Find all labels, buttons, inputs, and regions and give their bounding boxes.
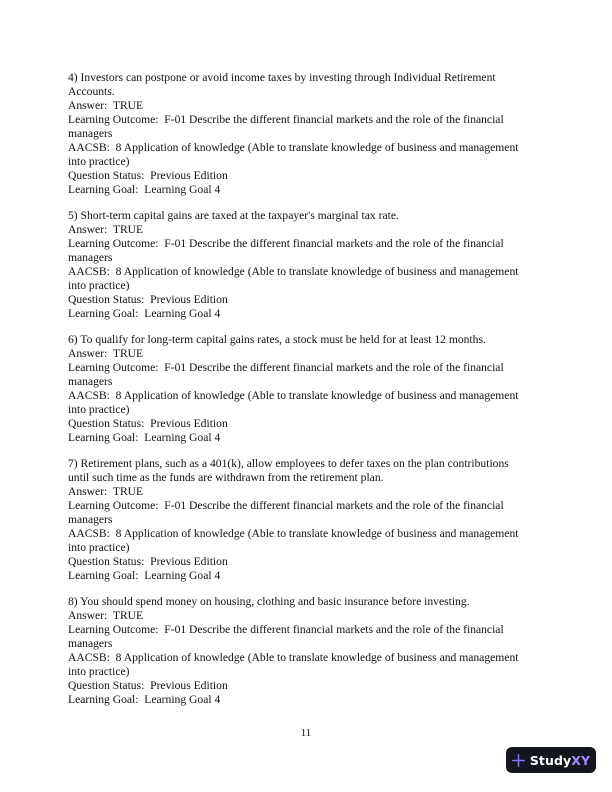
question-5-line: Learning Outcome: F-01 Describe the different financial markets and the role of the financial (68, 237, 504, 250)
question-7-line: into practice) (68, 541, 130, 554)
question-block-7 (68, 457, 552, 583)
question-7-line: Learning Outcome: F-01 Describe the different financial markets and the role of the financial (68, 499, 504, 512)
question-6-line: managers (68, 375, 113, 388)
question-8-line: Learning Goal: Learning Goal 4 (68, 693, 221, 706)
questions-container (68, 71, 552, 719)
question-block-6 (68, 333, 552, 445)
question-5-line: managers (68, 251, 113, 264)
question-6-line: Question Status: Previous Edition (68, 417, 228, 430)
question-7-line: until such time as the funds are withdrawn from the retirement plan. (68, 471, 384, 484)
question-8-line: Learning Outcome: F-01 Describe the different financial markets and the role of the financial (68, 623, 504, 636)
question-6-line: 6) To qualify for long-term capital gains rates, a stock must be held for at least 12 months. (68, 333, 486, 346)
question-block-5 (68, 209, 552, 321)
question-8-line: AACSB: 8 Application of knowledge (Able to translate knowledge of business and management (68, 651, 519, 664)
studyxy-logo[interactable] (506, 747, 596, 773)
question-5-line: 5) Short-term capital gains are taxed at the taxpayer's marginal tax rate. (68, 209, 399, 222)
logo-text (530, 753, 590, 768)
question-5-line: Answer: TRUE (68, 223, 144, 236)
question-7-line: AACSB: 8 Application of knowledge (Able to translate knowledge of business and management (68, 527, 519, 540)
question-4-line: Answer: TRUE (68, 99, 144, 112)
question-8-line: Answer: TRUE (68, 609, 144, 622)
logo-xy-label: XY (571, 752, 591, 768)
question-6-line: Answer: TRUE (68, 347, 144, 360)
question-5-line: AACSB: 8 Application of knowledge (Able to translate knowledge of business and management (68, 265, 519, 278)
question-7-line: Learning Goal: Learning Goal 4 (68, 569, 221, 582)
logo-study-label: Study (529, 752, 572, 768)
question-8-line: 8) You should spend money on housing, clothing and basic insurance before investing. (68, 595, 470, 608)
question-4-line: managers (68, 127, 113, 140)
question-8-line: managers (68, 637, 113, 650)
question-block-8 (68, 595, 552, 707)
question-5-line: Question Status: Previous Edition (68, 293, 228, 306)
question-4-line: 4) Investors can postpone or avoid income taxes by investing through Individual Retirement (68, 71, 496, 84)
question-7-line: managers (68, 513, 113, 526)
page-number: 11 (300, 727, 312, 739)
plus-icon (512, 754, 525, 767)
question-8-line: Question Status: Previous Edition (68, 679, 228, 692)
question-7-line: 7) Retirement plans, such as a 401(k), allow employees to defer taxes on the plan contributions (68, 457, 509, 470)
question-4-line: Learning Goal: Learning Goal 4 (68, 183, 221, 196)
question-8-line: into practice) (68, 665, 130, 678)
question-block-4 (68, 71, 552, 197)
question-4-line: AACSB: 8 Application of knowledge (Able to translate knowledge of business and management (68, 141, 519, 154)
question-7-line: Question Status: Previous Edition (68, 555, 228, 568)
question-6-line: Learning Outcome: F-01 Describe the different financial markets and the role of the financial (68, 361, 504, 374)
question-6-line: AACSB: 8 Application of knowledge (Able to translate knowledge of business and management (68, 389, 519, 402)
question-4-line: Question Status: Previous Edition (68, 169, 228, 182)
question-4-line: Learning Outcome: F-01 Describe the different financial markets and the role of the financial (68, 113, 504, 126)
question-5-line: Learning Goal: Learning Goal 4 (68, 307, 221, 320)
question-6-line: into practice) (68, 403, 130, 416)
question-6-line: Learning Goal: Learning Goal 4 (68, 431, 221, 444)
question-4-line: into practice) (68, 155, 130, 168)
question-7-line: Answer: TRUE (68, 485, 144, 498)
question-5-line: into practice) (68, 279, 130, 292)
question-4-line: Accounts. (68, 85, 115, 98)
